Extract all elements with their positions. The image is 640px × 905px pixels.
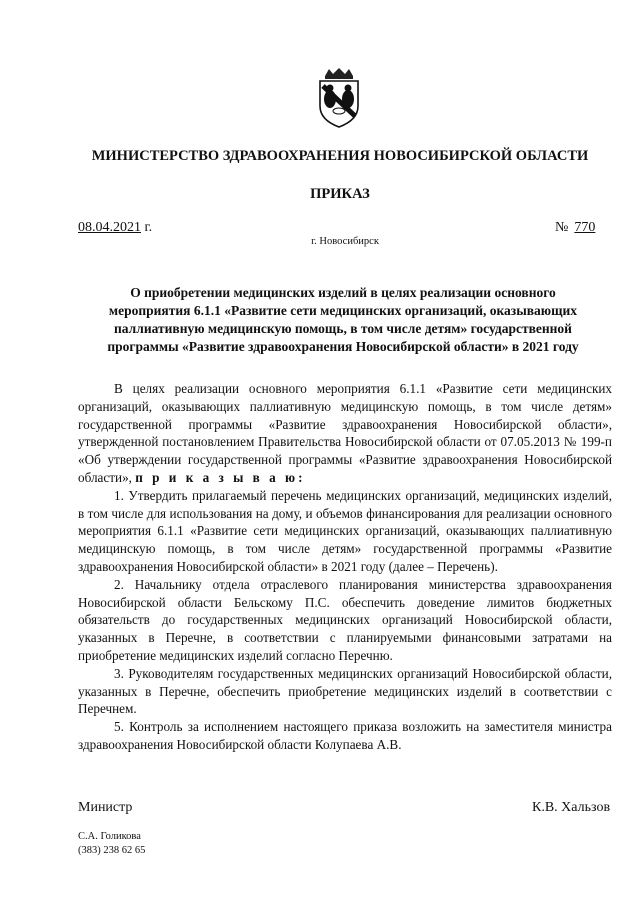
heading-line: мероприятия 6.1.1 «Развитие сети медицинских организаций, оказывающих xyxy=(108,303,578,318)
executor-info xyxy=(78,830,145,858)
order-date-value: 08.04.2021 xyxy=(78,220,141,235)
order-item: 5. Контроль за исполнением настоящего приказа возложить на заместителя министра здравоохранения Новосибирской области Колупаева А.В. xyxy=(78,719,612,752)
city: г. Новосибирск xyxy=(311,236,379,247)
order-item: 1. Утвердить прилагаемый перечень медицинских организаций, медицинских изделий, в том числе для использования на дому, и объемов финансирования для реализации основного мероприятия 6.1.1 «Развитие сети медицинских организаций, оказывающих паллиативную медицинскую помощь, в том числе детям» государственной программы «Развитие здравоохранения Новосибирской области» в 2021 году (далее – Перечень). xyxy=(78,487,612,574)
intro-paragraph xyxy=(78,380,612,487)
novosibirsk-coat-of-arms-icon xyxy=(311,66,367,130)
order-item: 2. Начальнику отдела отраслевого планирования министерства здравоохранения Новосибирской области Бельскому П.С. обеспечить доведение лимитов бюджетных обязательств до государственных медицинских организаций Новосибирской области, указанных в Перечне, в соответствии с планируемыми финансовыми затратами на приобретение медицинских изделий согласно Перечню. xyxy=(78,576,612,663)
heading-line: программы «Развитие здравоохранения Новосибирской области» в 2021 году xyxy=(107,339,579,354)
signatory-title: Министр xyxy=(78,800,133,815)
order-number-value: 770 xyxy=(574,220,596,235)
order-body xyxy=(78,380,612,754)
document-type: ПРИКАЗ xyxy=(310,186,370,202)
order-date xyxy=(78,220,152,236)
order-word: п р и к а з ы в а ю: xyxy=(135,469,306,485)
heading-line: О приобретении медицинских изделий в целях реализации основного xyxy=(130,285,556,300)
ministry-name: МИНИСТЕРСТВО ЗДРАВООХРАНЕНИЯ НОВОСИБИРСКОЙ ОБЛАСТИ xyxy=(91,148,589,164)
order-number xyxy=(555,220,595,236)
executor-name: С.А. Голикова xyxy=(78,831,141,842)
intro-text: В целях реализации основного мероприятия 6.1.1 «Развитие сети медицинских организаций, оказывающих паллиативную медицинскую помощь, в том числе детям» государственной программы «Развитие здравоохранения Новосибирской области», утвержденной постановлением Правительства Новосибирской области от 07.05.2013 № 199-п «Об утверждении государственной программы «Развитие здравоохранения Новосибирской области», xyxy=(78,381,612,485)
order-date-suffix: г. xyxy=(141,220,153,235)
signatory-name: К.В. Хальзов xyxy=(532,800,611,815)
order-heading xyxy=(78,284,608,356)
heading-line: паллиативную медицинскую помощь, в том числе детям» государственной xyxy=(114,321,572,336)
order-item: 3. Руководителям государственных медицинских организаций Новосибирской области, указанных в Перечне, обеспечить приобретение медицинских изделий в соответствии с Перечнем. xyxy=(78,665,612,717)
executor-phone: (383) 238 62 65 xyxy=(78,845,146,856)
number-sign: № xyxy=(555,220,569,235)
